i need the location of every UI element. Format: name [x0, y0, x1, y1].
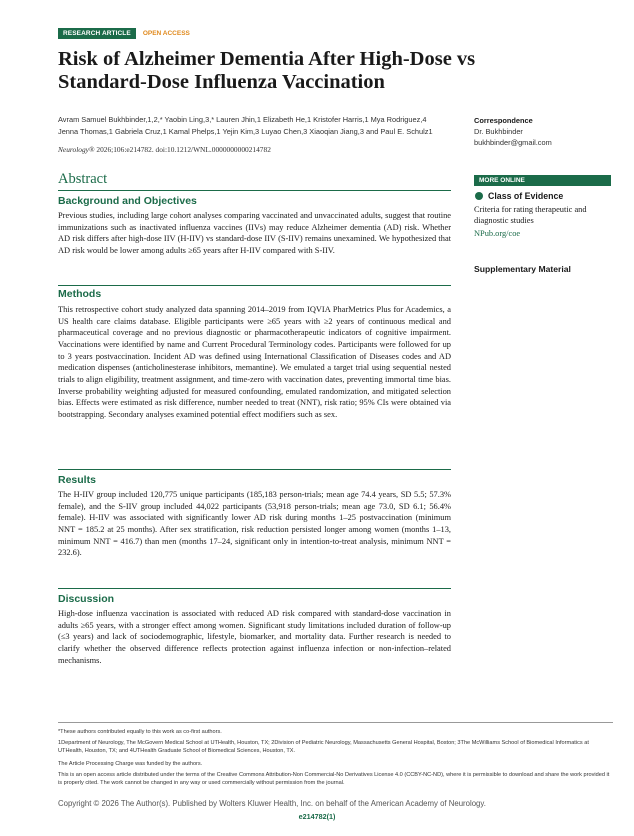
class-of-evidence	[474, 191, 614, 238]
correspondence	[474, 115, 614, 148]
correspondence-heading: Correspondence	[474, 116, 533, 125]
section-divider	[58, 588, 451, 589]
abstract-heading: Abstract	[58, 171, 108, 187]
footnote-funding: The Article Processing Charge was funded by the authors.	[58, 761, 203, 767]
section-text-methods: This retrospective cohort study analyzed data spanning 2014–2019 from IQVIA PharMetrics Plus for Academics, a US health care claims database. Eligible participants were ≥65 years with ≥2 years of continuous medical and pharmaceutical coverage and no previous diagnostic or pharmacotherapeutic indicators of cognitive impairment. Vaccinations were identified by name and Current Procedural Terminology codes. Participants were followed for up to 3 years postvaccination. Incident AD was defined using International Classification of Diseases codes and AD medication dispenses (anticholinesterase inhibitors, memantine). We emulated a target trial using sequential nested trials to align eligibility, treatment assignment, and time-zero with vaccination dates, preventing immortal time bias. Inverse probability weighting adjusted for measured confounding, emulated randomization, and mitigated selection bias. Effects were estimated as risk difference, number needed to treat (NNT), risk ratio; 95% CIs were obtained via bootstrapping. Secondary analyses examined potential effect modifiers such as sex.	[58, 305, 451, 419]
footnote-affiliations: 1Department of Neurology, The McGovern Medical School at UTHealth, Houston, TX; 2Division of Pediatric Neurology, Massachusetts General Hospital, Boston; 3The McWilliams School of Biomedical Informatics at UTHealth, Houston, TX; and 4UTHealth Graduate School of Biomedical Sciences, Houston, TX.	[58, 740, 589, 755]
section-heading-discussion: Discussion	[58, 593, 115, 605]
citation-details: 2026;106:e214782. doi:10.1212/WNL.0000000000214782	[94, 145, 271, 154]
section-text-background: Previous studies, including large cohort analyses comparing vaccinated and unvaccinated adults, suggest that routine immunizations such as inactivated influenza vaccines (IIVs) may reduce Alzheimer dementia (AD) risk. Whether AD risk differs after high-dose IIV (H-IIV) vs standard-dose IIV (S-IIV) remains unexamined. We hypothesized that AD risk would be lower among adults ≥65 years after H-IIV compared with S-IIV.	[58, 211, 451, 255]
footnote-license: This is an open access article distributed under the terms of the Creative Commons Attribution-Non Commercial-No Derivatives License 4.0 (CCBY-NC-ND), where it is permissible to download and share the work provided it is properly cited. The work cannot be changed in any way or used commercially without permission from the journal.	[58, 772, 610, 787]
author-line: Jenna Thomas,1 Gabriela Cruz,1 Kamal Phelps,1 Yejin Kim,3 Luyao Chen,3 Xiaoqian Jiang,3 and Paul E. Schulz1	[58, 127, 433, 136]
article-title: Risk of Alzheimer Dementia After High-Dose vs Standard-Dose Influenza Vaccination	[58, 48, 476, 93]
author-list	[58, 114, 453, 138]
footnote-equal-contribution: *These authors contributed equally to this work as co-first authors.	[58, 729, 222, 735]
supplementary-material-link[interactable]: Supplementary Material	[474, 264, 571, 274]
class-of-evidence-title: Class of Evidence	[488, 191, 564, 201]
class-of-evidence-heading	[474, 191, 614, 201]
copyright-notice: Copyright © 2026 The Author(s). Published by Wolters Kluwer Health, Inc. on behalf of the American Academy of Neurology.	[58, 799, 486, 808]
correspondence-email[interactable]: bukhbinder@gmail.com	[474, 138, 552, 147]
research-article-badge: RESEARCH ARTICLE	[58, 28, 136, 39]
evidence-dot-icon	[475, 192, 483, 200]
footnote-divider	[58, 722, 613, 723]
section-text-results: The H-IIV group included 120,775 unique participants (185,183 person-trials; mean age 74.4 years, SD 5.5; 57.3% female), and the S-IIV group included 44,022 participants (53,918 person-trials; mean age 73.0, SD 6.1; 56.4% female). H-IIV was associated with significantly lower AD risk during months 1–25 postvaccination (minimum NNT = 185.2 at 25 months). After sex stratification, risk reduction persisted longer among women (months 1–13, minimum NNT = 416.7) than men (months 17–24, significant only in intention-to-treat analysis, minimum NNT = 232.6).	[58, 490, 451, 558]
citation	[58, 145, 271, 154]
section-divider	[58, 285, 451, 286]
class-of-evidence-link[interactable]: NPub.org/coe	[474, 229, 521, 238]
more-online-banner: MORE ONLINE	[474, 175, 611, 186]
section-heading-background: Background and Objectives	[58, 195, 197, 207]
page-number: e214782(1)	[298, 812, 336, 821]
section-text-discussion: High-dose influenza vaccination is associated with reduced AD risk compared with standard-dose vaccination in adults ≥65 years, with a stronger effect among women. Significant study limitations included duration of follow-up (≤3 years) and lack of sociodemographic, lifestyle, biomarker, and mortality data. Further research is needed to clarify whether the observed difference reflects protection against influenza infection or non-infection–related mechanisms.	[58, 609, 451, 665]
article-badges	[58, 28, 190, 39]
section-divider	[58, 469, 451, 470]
section-heading-results: Results	[58, 474, 96, 486]
class-of-evidence-description: Criteria for rating therapeutic and diagnostic studies	[474, 205, 587, 225]
correspondence-name: Dr. Bukhbinder	[474, 127, 523, 136]
journal-name: Neurology®	[58, 145, 95, 154]
open-access-label: OPEN ACCESS	[142, 30, 190, 37]
section-heading-methods: Methods	[58, 288, 102, 300]
author-line: Avram Samuel Bukhbinder,1,2,* Yaobin Ling,3,* Lauren Jhin,1 Elizabeth He,1 Kristofer Harris,1 Mya Rodriguez,4	[58, 115, 427, 124]
abstract-divider	[58, 190, 451, 191]
